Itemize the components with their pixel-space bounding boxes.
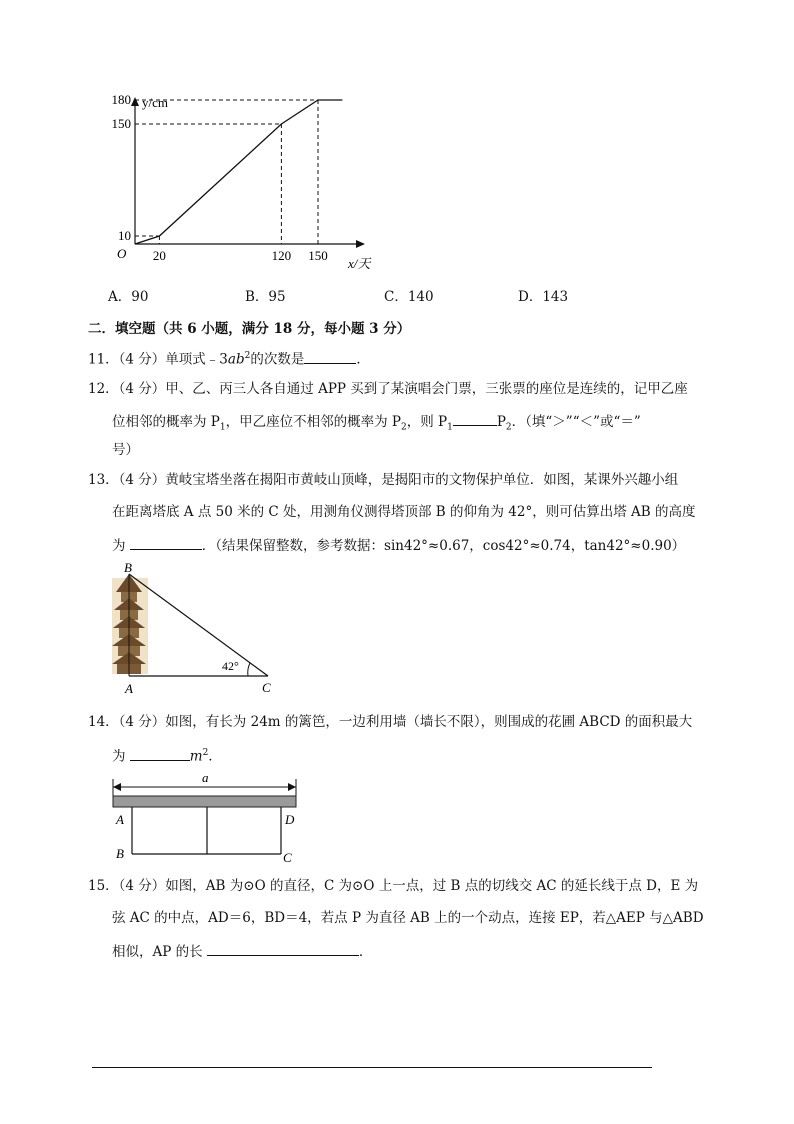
question-14-line-1: 14．（4 分）如图，有长为 24m 的篱笆，一边利用墙（墙长不限），则围成的花圃 ABCD 的面积最大 [88,714,693,730]
label-a: A [125,681,133,696]
label-c-point: C [283,850,292,865]
question-12-line-2: 位相邻的概率为 $P_1$，甲乙座位不相邻的概率为 $P_2$，则 $P_1$ $P_2$．（填“＞”“＜”或“＝” [112,411,641,437]
answer-blank-14[interactable] [130,746,190,761]
section-title: 二．填空题（共 6 小题，满分 18 分，每小题 3 分） [88,321,411,337]
question-15-line-2: 弦 AC 的中点，AD＝6，BD＝4，若点 P 为直径 AB 上的一个动点，连接 EP，若△AEP 与△ABD [112,910,704,926]
fence-figure [108,766,308,866]
question-14-line-2: 为 $m^2$． [112,744,222,766]
label-d-point: D [285,812,295,827]
x-tick-120: 120 [271,248,292,263]
origin-label: O [117,246,127,261]
question-12-line-1: 12．（4 分）甲、乙、丙三人各自通过 APP 买到了某演唱会门票，三张票的座位是连续的，记甲乙座 [88,381,688,397]
y-axis-arrow [131,97,139,106]
answer-blank-11[interactable] [304,349,356,364]
y-tick-180: 180 [111,92,131,107]
y-tick-10: 10 [118,228,131,243]
label-c: C [262,680,271,695]
angle-label: 42° [222,659,239,673]
question-15-line-3: 相似，AP 的长 ． [112,941,372,961]
series-line [135,100,342,244]
label-b-point: B [116,846,124,861]
x-axis-label: x/天 [348,256,371,271]
pagoda-icon [112,574,148,674]
y-axis-label: y/cm [142,95,168,110]
x-tick-150: 150 [308,248,328,263]
x-axis-arrow [356,240,365,248]
question-13-line-2: 在距离塔底 A 点 50 米的 C 处，用测角仪测得塔顶部 B 的仰角为 42°，则可估算出塔 AB 的高度 [112,504,696,520]
pagoda-figure [108,560,288,700]
question-15-line-1: 15．（4 分）如图，AB 为⊙O 的直径，C 为⊙O 上一点，过 B 点的切线交 AC 的延长线于点 D，E 为 [88,878,699,894]
question-13-line-3: 为 ．（结果保留整数，参考数据：sin42°≈0.67，cos42°≈0.74，tan42°≈0.90） [112,535,685,555]
option-d[interactable]: D．143 [518,289,569,305]
question-11: 11．（4 分）单项式$﹣3ab^2$的次数是 ． [88,347,370,369]
question-12-line-3: 号） [112,442,139,458]
option-a[interactable]: A．90 [108,289,149,305]
y-tick-150: 150 [111,116,131,131]
x-tick-20: 20 [152,248,166,263]
answer-blank-13[interactable] [130,535,202,550]
answer-blank-12[interactable] [453,411,497,426]
question-13-line-1: 13．（4 分）黄岐宝塔坐落在揭阳市黄岐山顶峰，是揭阳市的文物保护单位．如图，某课外兴趣小组 [88,472,679,488]
label-a-length: a [202,770,209,785]
label-a-point: A [116,812,124,827]
distance-time-chart [100,88,390,278]
option-c[interactable]: C．140 [384,289,434,305]
option-b[interactable]: B．95 [245,289,286,305]
answer-blank-15[interactable] [207,941,359,956]
footer-divider [92,1067,652,1068]
label-b: B [124,560,132,575]
